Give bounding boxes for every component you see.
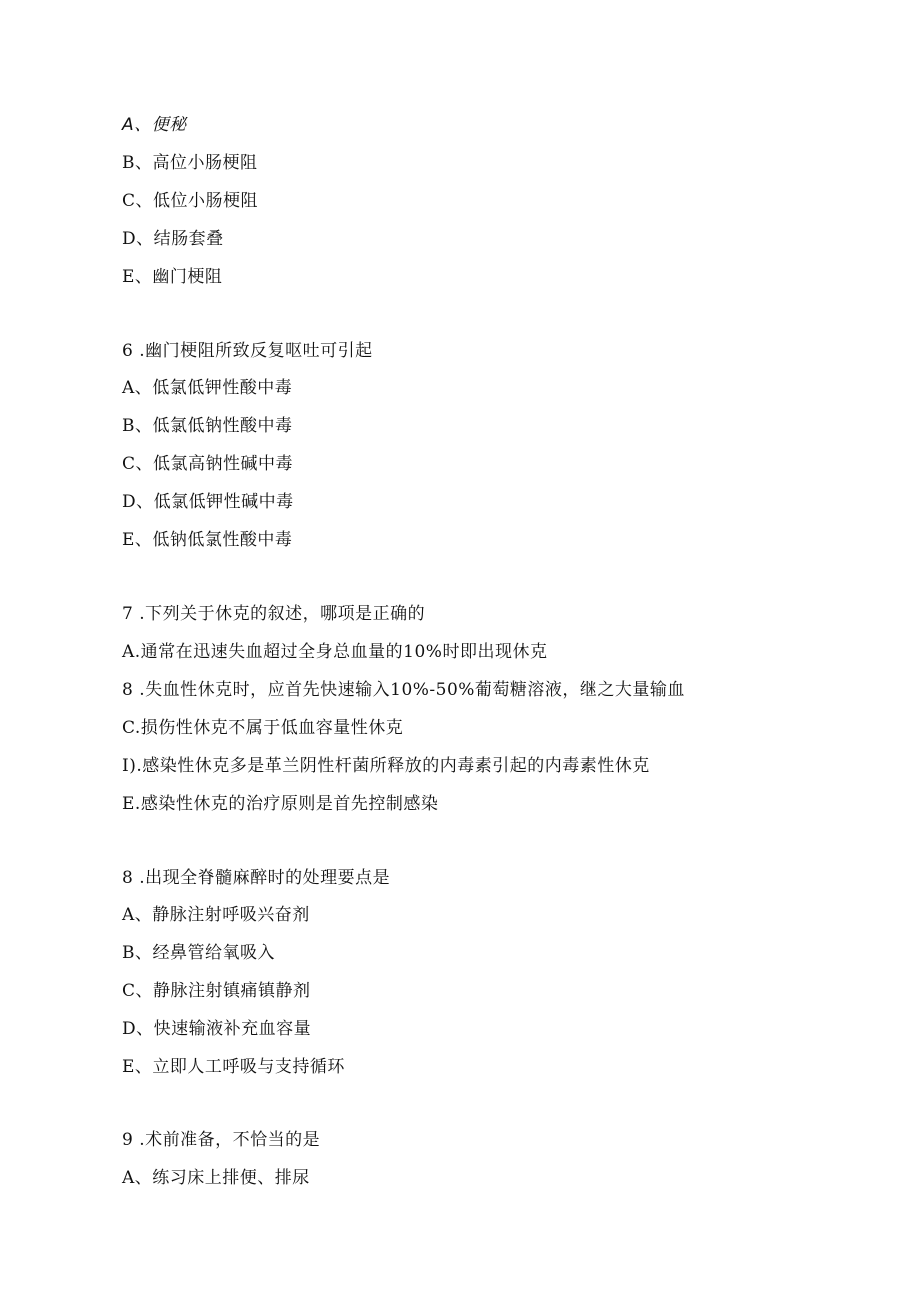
question-6-option-b: B、低氯低钠性酸中毒: [122, 416, 293, 436]
question-8-option-b: B、经鼻管给氧吸入: [122, 943, 275, 963]
question-9-option-a: A、练习床上排便、排尿: [122, 1168, 310, 1188]
question-7-option-a: A.通常在迅速失血超过全身总血量的10%时即出现休克: [122, 642, 548, 662]
question-8-option-c: C、静脉注射镇痛镇静剂: [122, 981, 311, 1001]
question-8-option-e: E、立即人工呼吸与支持循环: [122, 1057, 345, 1077]
question-9-stem: 9 .术前准备，不恰当的是: [122, 1130, 321, 1150]
question-7-option-c: C.损伤性休克不属于低血容量性休克: [122, 718, 404, 738]
question-5-option-b: B、高位小肠梗阻: [122, 153, 258, 173]
question-6-stem: 6 .幽门梗阻所致反复呕吐可引起: [122, 341, 373, 361]
question-8-option-d: D、快速输液补充血容量: [122, 1019, 312, 1039]
question-7-option-e: E.感染性休克的治疗原则是首先控制感染: [122, 794, 439, 814]
question-8-option-a: A、静脉注射呼吸兴奋剂: [122, 905, 310, 925]
question-6-option-e: E、低钠低氯性酸中毒: [122, 530, 293, 550]
question-6-option-a: A、低氯低钾性酸中毒: [122, 378, 293, 398]
question-6-option-c: C、低氯高钠性碱中毒: [122, 454, 294, 474]
question-7-option-b: 8 .失血性休克时，应首先快速输入10%-50%葡萄糖溶液，继之大量输血: [122, 680, 685, 700]
question-5-option-e: E、幽门梗阻: [122, 267, 223, 287]
question-5-option-d: D、结肠套叠: [122, 229, 224, 249]
question-7-option-d: I).感染性休克多是革兰阴性杆菌所释放的内毒素引起的内毒素性休克: [122, 756, 650, 776]
question-5-option-a: A、便秘: [122, 115, 187, 135]
question-8-stem: 8 .出现全脊髓麻醉时的处理要点是: [122, 868, 391, 888]
question-6-option-d: D、低氯低钾性碱中毒: [122, 492, 294, 512]
question-7-stem: 7 .下列关于休克的叙述，哪项是正确的: [122, 604, 426, 624]
question-5-option-c: C、低位小肠梗阻: [122, 191, 259, 211]
